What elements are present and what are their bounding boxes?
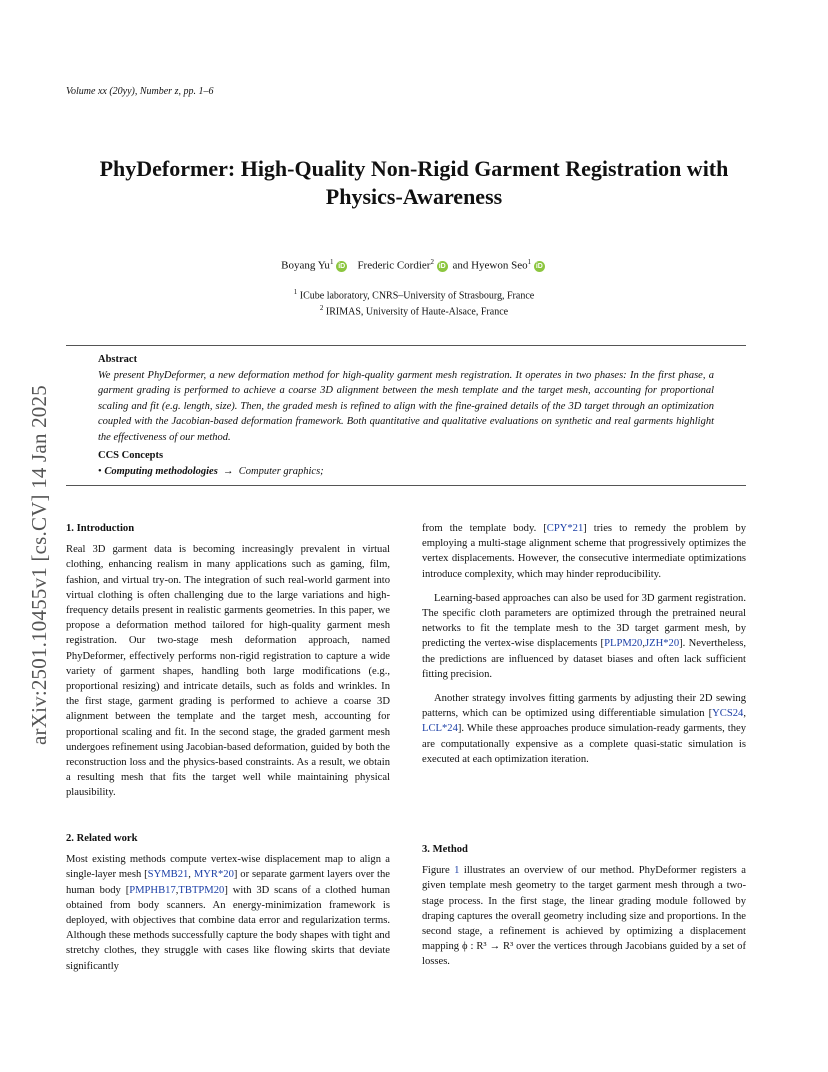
section-method bbox=[422, 842, 746, 970]
method-paragraph: Figure 1 illustrates an overview of our method. PhyDeformer registers a given template mesh geometry to the target garment mesh through a two-stage process. In the first stage, the linear grading module followed by draping captures the overall geometry including size and proportions. In the second stage, a refinement is achieved by optimizing a displacement mapping ϕ : R³ → R³ over the vertices through Jacobians guided by a set of losses. bbox=[422, 865, 746, 968]
ccs-bullet: • bbox=[98, 465, 102, 477]
abstract-heading: Abstract bbox=[98, 354, 138, 365]
related-paragraph: Another strategy involves fitting garments by adjusting their 2D sewing patterns, which can be optimized using differentiable simulation [YCS24, LCL*24]. While these approaches produce simulation-ready garments, they are computationally expensive as a complete quasi-static simulation is executed at each optimization iteration. bbox=[422, 693, 746, 765]
affil-sup: 2 bbox=[319, 304, 324, 313]
paper-title bbox=[60, 155, 768, 211]
title-line-1: PhyDeformer: High-Quality Non-Rigid Garment Registration with bbox=[99, 156, 729, 181]
citation-link[interactable]: MYR*20 bbox=[193, 869, 234, 881]
ccs-main: Computing methodologies bbox=[104, 465, 218, 477]
citation-link[interactable]: TBTPM20 bbox=[178, 884, 225, 896]
author-and: and bbox=[452, 259, 469, 272]
affil-text: IRIMAS, University of Haute-Alsace, France bbox=[325, 306, 509, 318]
author-name: Hyewon Seo bbox=[471, 259, 528, 272]
rule-bottom bbox=[66, 485, 746, 486]
related-paragraph: Most existing methods compute vertex-wise displacement map to align a single-layer mesh [SYMB21, MYR*20] or separate garment layers over the human body [PMPHB17,TBTPM20] with 3D scans of a clothed human obtained from body scanners. An energy-minimization framework is deployed, with objectives that combine data error and regularization terms. Although these methods successfully capture the body shapes with tight and stretchy clothes, they struggle with cases like flowing skirts that deviate significantly bbox=[66, 854, 391, 972]
author-name: Boyang Yu bbox=[281, 259, 330, 272]
arxiv-side-label: arXiv:2501.10455v1 [cs.CV] 14 Jan 2025 bbox=[27, 385, 51, 745]
journal-line: Volume xx (20yy), Number z, pp. 1–6 bbox=[66, 86, 214, 97]
citation-link[interactable]: LCL*24 bbox=[422, 723, 458, 735]
section-related-work bbox=[66, 831, 390, 974]
orcid-icon[interactable]: iD bbox=[438, 262, 446, 270]
citation-link[interactable]: CPY*21 bbox=[546, 523, 584, 534]
title-line-2: Physics-Awareness bbox=[325, 184, 503, 209]
citation-link[interactable]: PMPHB17 bbox=[129, 884, 176, 896]
orcid-icon[interactable]: iD bbox=[338, 262, 346, 270]
author-affil-sup: 1 bbox=[329, 258, 334, 266]
affiliation bbox=[0, 302, 828, 318]
section-heading: 1. Introduction bbox=[66, 523, 135, 534]
orcid-icon[interactable]: iD bbox=[535, 262, 543, 270]
author-affil-sup: 1 bbox=[527, 258, 532, 266]
affil-sup: 1 bbox=[293, 288, 298, 296]
citation-link[interactable]: SYMB21 bbox=[147, 869, 189, 881]
related-paragraph: Learning-based approaches can also be used for 3D garment registration. The specific cloth parameters are optimized through the pretrained neural networks to fit the template mesh to the 3D target garment mesh, by predicting the vertex-wise displacements [PLPM20,JZH*20]. Nevertheless, the predictions are influenced by dataset biases and often lack sufficient fitting precision. bbox=[422, 592, 746, 680]
author-affil-sup: 2 bbox=[430, 258, 434, 266]
citation-link[interactable]: YCS24 bbox=[712, 708, 744, 720]
rule-top bbox=[66, 345, 746, 346]
abstract-block bbox=[98, 352, 714, 479]
author-list bbox=[0, 258, 828, 272]
related-work-continued bbox=[422, 521, 746, 767]
figure-link[interactable]: 1 bbox=[454, 865, 460, 877]
affiliations bbox=[0, 286, 828, 319]
citation-link[interactable]: PLPM20 bbox=[604, 638, 643, 650]
ccs-concept bbox=[98, 464, 714, 480]
author-name: Frederic Cordier bbox=[357, 259, 431, 272]
affil-text: ICube laboratory, CNRS–University of Strasbourg, France bbox=[299, 290, 535, 302]
intro-paragraph: Real 3D garment data is becoming increasingly prevalent in virtual clothing, enhancing realism in many applications such as gaming, film, fashion, and virtual try-on. The integration of such real-world garment into virtual clothing is often challenging due to the large variations and high-frequency details present in realistic garments geometries. In this paper, we propose a deformation method tailored for high-quality garment mesh registration. Our two-stage mesh deformation approach, named PhyDeformer, effectively performs non-rigid registration to capture a wide variety of garment shapes, handling both large modifications (e.g., proportional resizing) and intricate details, such as folds and wrinkles. In the first stage, garment grading is performed to achieve a coarse 3D alignment between the template and the target mesh, accounting for proportional scaling and fit. In the second stage, the graded garment mesh undergoes refinement using Jacobian-based deformation, guided by both the reconstruction loss and the physics-based constraints. As a result, we obtain a resulting mesh that fits the target well while maintaining physical plausibility. bbox=[66, 544, 390, 799]
affiliation bbox=[0, 286, 828, 302]
ccs-heading: CCS Concepts bbox=[98, 450, 164, 461]
section-heading: 2. Related work bbox=[66, 833, 138, 844]
related-paragraph: from the template body. [CPY*21] tries to remedy the problem by employing a multi-stage alignment scheme that progressively optimizes the vertex displacements. However, the consecutive intermediate optimizations introduce complexity, which may hinder reproducibility. bbox=[422, 523, 746, 580]
ccs-sub: Computer graphics; bbox=[238, 465, 324, 477]
section-heading: 3. Method bbox=[422, 844, 468, 855]
ccs-arrow: → bbox=[223, 465, 234, 477]
citation-link[interactable]: JZH*20 bbox=[645, 638, 680, 650]
abstract-text: We present PhyDeformer, a new deformation method for high-quality garment mesh registration. It operates in two phases: In the first phase, a garment grading is performed to achieve a coarse 3D alignment between the mesh template and the target mesh, accounting for proportional scaling and fit (e.g. length, size). Then, the graded mesh is refined to align with the fine-grained details of the 3D target through an optimization coupled with the Jacobian-based deformation framework. Both quantitative and qualitative evaluations on synthetic and real garments highlight the effectiveness of our method. bbox=[98, 369, 714, 443]
section-introduction bbox=[66, 521, 390, 801]
